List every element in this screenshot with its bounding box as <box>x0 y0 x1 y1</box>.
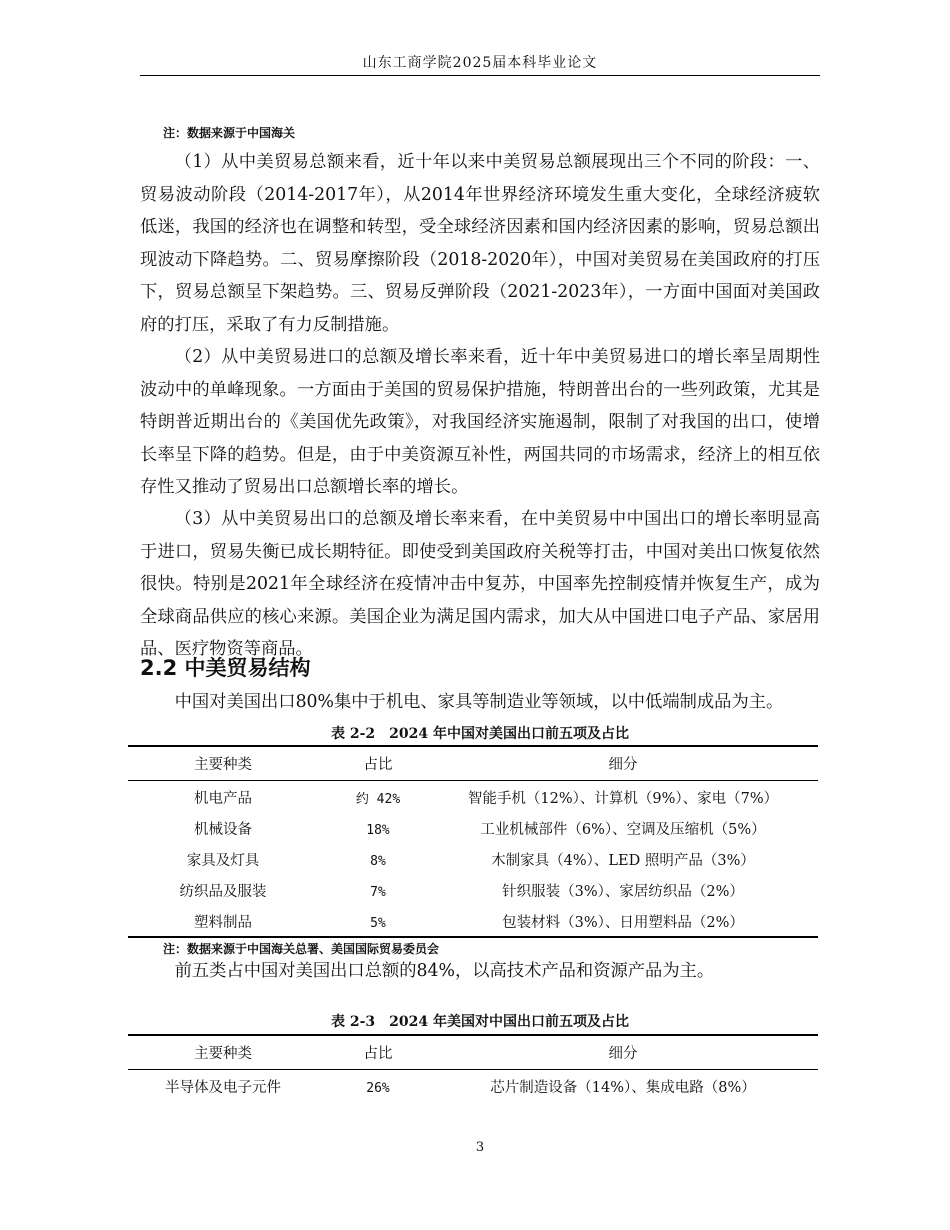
paragraph-export-growth: （3）从中美贸易出口的总额及增长率来看，在中美贸易中中国出口的增长率明显高于进口，贸易失衡已成长期特征。即使受到美国政府关税等打击，中国对美出口恢复依然很快。特别是2021年全球经济在疫情冲击中复苏，中国率先控制疫情并恢复生产，成为全球商品供应的核心来源。美国企业为满足国内需求，加大从中国进口电子产品、家居用品、医疗物资等商品。 <box>140 509 820 659</box>
table-cell: 7% <box>370 885 386 900</box>
table-2-2-header-row <box>128 750 818 781</box>
page-number: 3 <box>475 1140 485 1155</box>
paragraph-us-exports: 前五类占中国对美国出口总额的84%，以高技术产品和资源产品为主。 <box>174 961 715 981</box>
table-header-cell: 细分 <box>608 1046 638 1062</box>
table-cell: 纺织品及服装 <box>179 884 267 900</box>
table-cell: 半导体及电子元件 <box>165 1080 281 1096</box>
table-row <box>128 815 818 846</box>
table-2-2-top-rule <box>128 745 818 747</box>
table-2-2-caption: 表 2-2 2024 年中国对美国出口前五项及占比 <box>330 726 629 742</box>
table-cell: 5% <box>370 916 386 931</box>
table-2-2-header-rule <box>128 780 818 781</box>
paragraph-import-growth: （2）从中美贸易进口的总额及增长率来看，近十年中美贸易进口的增长率呈周期性波动中的单峰现象。一方面由于美国的贸易保护措施，特朗普出台的一些列政策，尤其是特朗普近期出台的《美国优先政策》，对我国经济实施遏制，限制了对我国的出口，使增长率呈下降的趋势。但是，由于中美资源互补性，两国共同的市场需求，经济上的相互依存性又推动了贸易出口总额增长率的增长。 <box>140 347 820 497</box>
table-row <box>128 784 818 815</box>
table-header-cell: 主要种类 <box>194 757 252 773</box>
table-2-3-caption: 表 2-3 2024 年美国对中国出口前五项及占比 <box>330 1014 629 1030</box>
table-cell: 18% <box>366 823 390 838</box>
section-title: 2.2 中美贸易结构 <box>140 656 311 680</box>
table-header-cell: 细分 <box>608 757 638 773</box>
table-row <box>128 908 818 939</box>
table-cell: 机械设备 <box>194 822 252 838</box>
table-header-cell: 占比 <box>363 757 393 773</box>
table-cell: 约 42% <box>355 792 401 807</box>
paragraph-total-trade: （1）从中美贸易总额来看，近十年以来中美贸易总额展现出三个不同的阶段：一、贸易波动阶段（2014-2017年），从2014年世界经济环境发生重大变化，全球经济疲软低迷，我国的经济也在调整和转型，受全球经济因素和国内经济因素的影响，贸易总额出现波动下降趋势。二、贸易摩擦阶段（2018-2020年），中国对美贸易在美国政府的打压下，贸易总额呈下架趋势。三、贸易反弹阶段（2021-2023年），一方面中国面对美国政府的打压，采取了有力反制措施。 <box>140 152 820 335</box>
table-cell: 包装材料（3%）、日用塑料品（2%） <box>502 915 744 931</box>
paragraph-export-structure: 中国对美国出口80%集中于机电、家具等制造业等领域，以中低端制成品为主。 <box>174 692 784 712</box>
header-rule <box>140 75 820 76</box>
table-2-3-header-row <box>128 1039 818 1070</box>
table-cell: 工业机械部件（6%）、空调及压缩机（5%） <box>480 822 766 838</box>
table-row <box>128 1073 818 1104</box>
table-row <box>128 877 818 908</box>
table-cell: 机电产品 <box>194 791 252 807</box>
table-cell: 塑料制品 <box>194 915 252 931</box>
table-2-3-header-rule <box>128 1069 818 1070</box>
table-header-cell: 主要种类 <box>194 1046 252 1062</box>
table-cell: 智能手机（12%）、计算机（9%）、家电（7%） <box>467 791 779 807</box>
table-2-2-source-note: 注：数据来源于中国海关总署、美国国际贸易委员会 <box>163 942 440 956</box>
table-row <box>128 846 818 877</box>
table-cell: 木制家具（4%）、LED 照明产品（3%） <box>491 853 755 869</box>
table-cell: 26% <box>366 1081 390 1096</box>
table-header-cell: 占比 <box>363 1046 393 1062</box>
data-source-note: 注：数据来源于中国海关 <box>163 126 296 140</box>
running-header: 山东工商学院2025届本科毕业论文 <box>362 55 598 71</box>
table-cell: 8% <box>370 854 386 869</box>
table-cell: 针织服装（3%）、家居纺织品（2%） <box>502 884 744 900</box>
table-2-2-bottom-rule <box>128 936 818 938</box>
table-2-3-top-rule <box>128 1034 818 1036</box>
table-cell: 芯片制造设备（14%）、集成电路（8%） <box>490 1080 756 1096</box>
table-cell: 家具及灯具 <box>186 853 260 869</box>
